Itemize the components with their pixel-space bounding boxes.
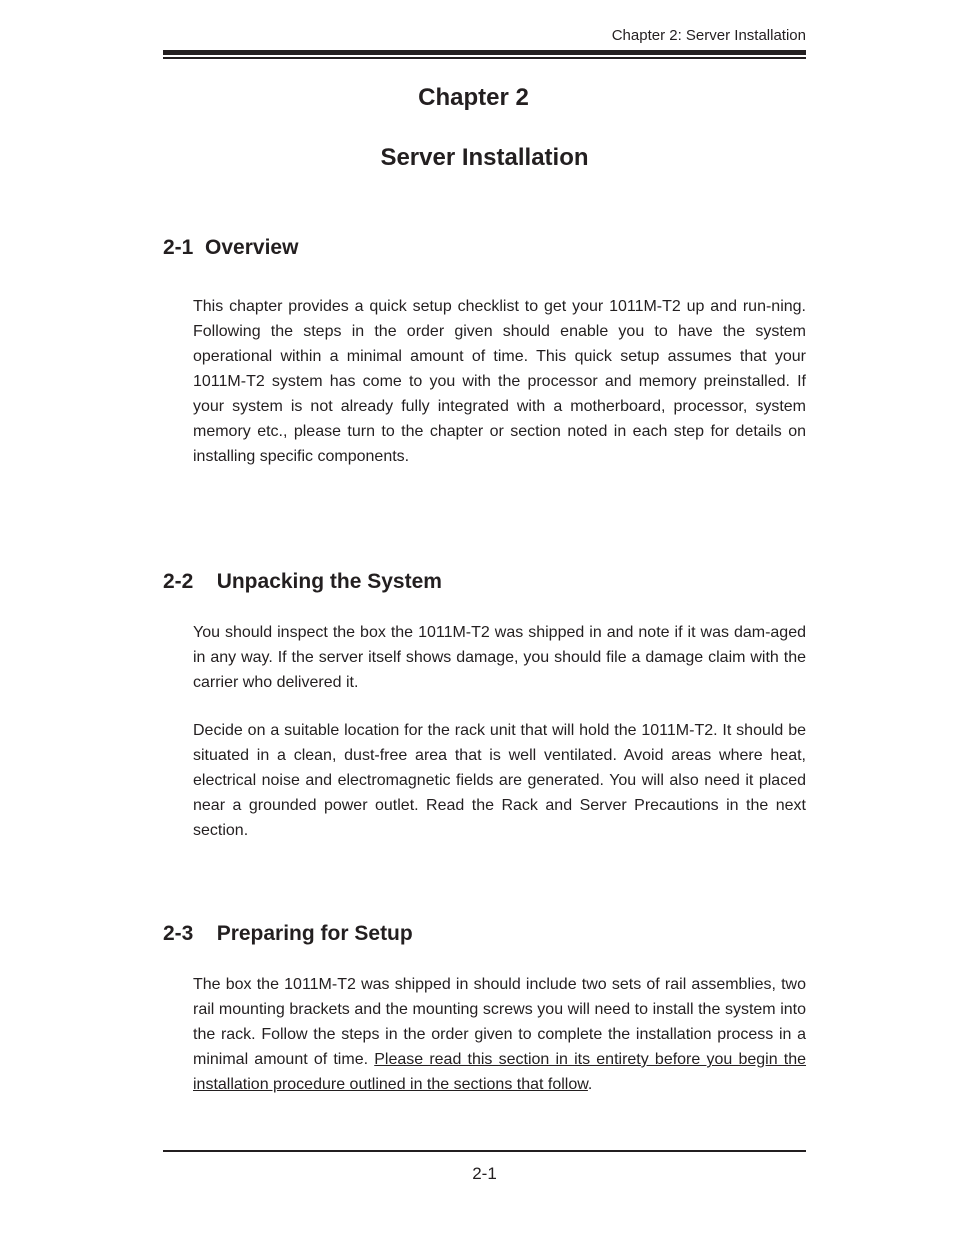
unpacking-paragraph-1: You should inspect the box the 1011M-T2 was shipped in and note if it was dam-aged in any way. If the server itself shows damage, you should file a damage claim with the carrier who delivered it. bbox=[193, 624, 806, 691]
header-rule-thin bbox=[163, 57, 806, 59]
unpacking-paragraph-2: Decide on a suitable location for the rack unit that will hold the 1011M-T2. It should be situated in a clean, dust-free area that is well ventilated. Avoid areas where heat, electrical noise and electromagnetic fields are generated. You will also need it placed near a grounded power outlet. Read the Rack and Server Precautions in the next section. bbox=[193, 722, 806, 839]
preparing-trailing-text: . bbox=[587, 1076, 593, 1093]
section-heading-overview: 2-1 Overview bbox=[163, 236, 299, 259]
section-heading-preparing: 2-3 Preparing for Setup bbox=[163, 922, 413, 945]
running-header: Chapter 2: Server Installation bbox=[611, 27, 806, 44]
section-heading-unpacking: 2-2 Unpacking the System bbox=[163, 570, 442, 593]
overview-paragraph: This chapter provides a quick setup checklist to get your 1011M-T2 up and run-ning. Following the steps in the order given should enable you to have the system operational within a minimal amount of time. This quick setup assumes that your 1011M-T2 system has come to you with the processor and memory preinstalled. If your system is not already fully integrated with a motherboard, processor, system memory etc., please turn to the chapter or section noted in each step for details on installing specific components. bbox=[193, 298, 806, 465]
chapter-title: Server Installation bbox=[380, 144, 589, 171]
chapter-number: Chapter 2 bbox=[418, 84, 529, 111]
footer-rule bbox=[163, 1150, 806, 1152]
header-rule-thick bbox=[163, 50, 806, 55]
preparing-paragraph-text: The box the 1011M-T2 was shipped in should include two sets of rail assemblies, two rail mounting brackets and the mounting screws you will need to install the system into the rack. Follow the steps in the order given to complete the installation process in a minimal amount of time. bbox=[193, 976, 806, 1068]
preparing-underlined-note: Please read this section in its entirety before you begin the installation procedure outlined in the sections that follow bbox=[193, 1051, 807, 1093]
preparing-paragraph bbox=[193, 972, 806, 1097]
page-number: 2-1 bbox=[472, 1164, 497, 1183]
